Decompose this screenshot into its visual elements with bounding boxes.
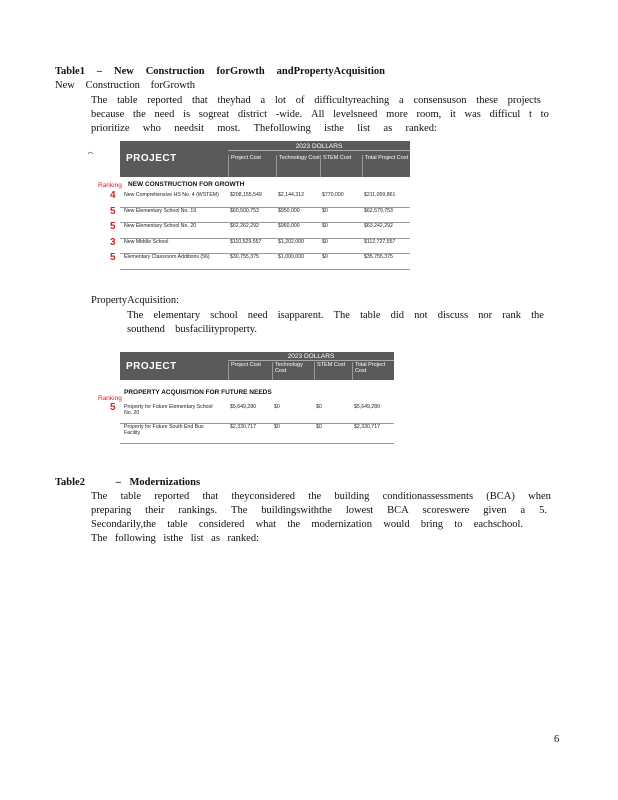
word: when	[528, 491, 551, 502]
word: bring	[420, 519, 444, 530]
word: theyconsidered	[231, 491, 296, 502]
dollars-label: 2023 DOLLARS	[228, 353, 394, 361]
stem-cost: $0	[322, 207, 328, 214]
word: ranked:	[227, 533, 259, 544]
word: buildingswiththe	[261, 505, 332, 516]
technology-cost: $0	[274, 424, 280, 430]
word: table	[117, 95, 138, 106]
word: The	[127, 310, 144, 321]
word: All	[310, 109, 325, 120]
column-technology-cost: Technology Cost	[276, 155, 320, 177]
word: Thefollowing	[253, 123, 311, 134]
word: The	[91, 491, 108, 502]
word: rankings.	[178, 505, 218, 516]
word: eachschool.	[473, 519, 523, 530]
word: levelsneed	[333, 109, 378, 120]
word: their	[145, 505, 165, 516]
word: table	[167, 519, 188, 530]
word: the	[132, 109, 146, 120]
property-paragraph-line	[127, 323, 257, 337]
word: table	[120, 491, 141, 502]
table-row	[120, 192, 410, 208]
word: a	[520, 505, 526, 516]
word: because	[91, 109, 125, 120]
word: district	[237, 109, 267, 120]
column-technology-cost: Technology Cost	[272, 362, 314, 380]
property-acquisition-table-image	[98, 352, 394, 452]
project-cost: $110,529,557	[230, 238, 262, 245]
project-name: Elementary Classroom Additions (56)	[124, 254, 210, 260]
word: reported	[154, 491, 190, 502]
word: was	[464, 109, 481, 120]
column-total-project-cost: Total Project Cost	[362, 155, 410, 177]
word: reported	[147, 95, 183, 106]
column-total-project-cost: Total Project Cost	[352, 362, 394, 380]
ranking-number: 3	[110, 236, 116, 248]
ranking-number: 5	[110, 252, 116, 263]
project-name: New Elementary School No. 19	[124, 207, 197, 214]
stem-cost: $0	[322, 254, 328, 260]
word: nor	[478, 310, 493, 321]
word: the	[287, 519, 301, 530]
project-cost: $30,755,375	[230, 254, 259, 260]
word: sogreat	[198, 109, 230, 120]
total-project-cost: $2,330,717	[354, 424, 380, 430]
word: preparing	[91, 505, 132, 516]
column-stem-cost: STEM Cost	[320, 155, 362, 177]
word: The	[91, 533, 108, 544]
word: list	[357, 123, 371, 134]
table1-paragraph-line	[91, 108, 549, 122]
word: 5.	[539, 505, 547, 516]
word: The	[333, 310, 350, 321]
table1-label: Table1	[55, 66, 85, 77]
word: a	[399, 95, 404, 106]
technology-cost: $2,144,312	[278, 192, 304, 198]
word: lot	[274, 95, 286, 106]
property-paragraph-line	[127, 309, 544, 323]
stem-cost: $0	[322, 223, 328, 229]
column-project-cost: Project Cost	[228, 362, 272, 380]
word: BCA	[387, 505, 409, 516]
section-title: PROPERTY ACQUISITION FOR FUTURE NEEDS	[124, 389, 272, 396]
word: the	[531, 310, 544, 321]
word: busfacilityproperty.	[175, 324, 257, 335]
word: isthe	[163, 533, 184, 544]
word: what	[255, 519, 277, 530]
stem-cost: $0	[316, 404, 322, 410]
word: considered	[198, 519, 245, 530]
table1-paragraph-line	[91, 94, 541, 108]
table1-title-word: New	[114, 66, 134, 77]
project-column-label: PROJECT	[126, 361, 177, 372]
ranking-number: 5	[110, 221, 116, 232]
word: theyhad	[217, 95, 251, 106]
table2-paragraph-line	[91, 532, 259, 546]
word: needsit	[174, 123, 204, 134]
ranking-number: 5	[110, 402, 116, 413]
word: to	[454, 519, 463, 530]
technology-cost: $1,000,000	[278, 254, 304, 260]
table1-title-word: forGrowth	[216, 66, 265, 77]
technology-cost: $0	[274, 404, 280, 410]
table-header	[120, 352, 394, 380]
stem-cost: $0	[322, 238, 328, 245]
word: would	[383, 519, 410, 530]
stem-cost: $770,000	[322, 192, 344, 198]
column-project-cost: Project Cost	[228, 155, 276, 177]
word: isapparent.	[277, 310, 324, 321]
stem-cost: $0	[316, 424, 322, 430]
column-stem-cost: STEM Cost	[314, 362, 352, 380]
project-cost: $2,330,717	[230, 424, 256, 430]
word: discuss	[437, 310, 469, 321]
word: room,	[416, 109, 442, 120]
word: Secondarily,the	[91, 519, 156, 530]
new-construction-table-image	[98, 141, 410, 273]
word: scoreswere	[422, 505, 470, 516]
word: following	[114, 533, 156, 544]
word: southend	[127, 324, 165, 335]
word: prioritize	[91, 123, 130, 134]
section-title: NEW CONSTRUCTION FOR GROWTH	[128, 181, 245, 188]
word: not	[414, 310, 428, 321]
word: isthe	[324, 123, 344, 134]
word: to	[540, 109, 549, 120]
table1-title-word: andPropertyAcquisition	[276, 66, 385, 77]
table-header	[120, 141, 410, 177]
total-project-cost: $5,649,280	[354, 404, 380, 410]
word: lowest	[345, 505, 374, 516]
word: consensuson	[413, 95, 467, 106]
word: who	[142, 123, 161, 134]
scan-mark: ⌐	[86, 147, 96, 160]
table2-heading	[55, 476, 200, 490]
table2-title: Modernizations	[129, 477, 201, 488]
table2-label: Table2	[55, 477, 85, 488]
table1-heading	[55, 65, 385, 79]
total-project-cost: $112,727,557	[364, 238, 396, 245]
word: most.	[217, 123, 241, 134]
ranking-label: Ranking	[98, 182, 122, 189]
word: need	[247, 310, 268, 321]
subheading-word: New	[55, 80, 75, 91]
word: building	[334, 491, 370, 502]
dollars-label: 2023 DOLLARS	[228, 143, 410, 151]
word: more	[386, 109, 408, 120]
word: modernization	[311, 519, 373, 530]
ranking-number: 4	[110, 190, 116, 201]
project-name: Property for Future South End Bus Facility	[124, 424, 204, 436]
table-row	[120, 254, 410, 270]
subheading-word: Construction	[85, 80, 140, 91]
word: difficultyreaching	[314, 95, 390, 106]
project-cost: $208,155,549	[230, 192, 262, 198]
word: as	[383, 123, 393, 134]
ranking-label: Ranking	[98, 395, 122, 402]
word: of	[295, 95, 305, 106]
word: did	[390, 310, 405, 321]
word: given	[483, 505, 507, 516]
word: as	[211, 533, 220, 544]
table2-paragraph-line	[91, 518, 523, 532]
technology-cost: $950,000	[278, 207, 300, 214]
total-project-cost: $63,242,292	[364, 223, 393, 229]
table1-dash: –	[96, 66, 103, 77]
word: (BCA)	[486, 491, 515, 502]
word: that	[191, 95, 208, 106]
project-name: Property for Future Elementary School No. 20	[124, 404, 213, 416]
table-row	[120, 223, 410, 239]
word: need	[154, 109, 175, 120]
word: The	[231, 505, 248, 516]
table1-subheading	[55, 79, 195, 93]
word: school	[210, 310, 238, 321]
project-name: New Middle School	[124, 238, 169, 245]
word: t	[529, 109, 532, 120]
technology-cost: $1,202,000	[278, 238, 304, 245]
project-cost: $60,500,753	[230, 207, 259, 214]
word: list	[190, 533, 204, 544]
table-row	[120, 208, 410, 224]
word: The	[91, 95, 108, 106]
table1-paragraph-line	[91, 122, 437, 136]
word: difficul	[489, 109, 521, 120]
word: projects	[507, 95, 541, 106]
word: a	[260, 95, 266, 106]
table-row	[120, 424, 394, 444]
word: rank	[502, 310, 521, 321]
table1-title-word: Construction	[145, 66, 205, 77]
word: ranked:	[405, 123, 437, 134]
project-cost: $5,649,280	[230, 404, 256, 410]
table2-paragraph-line	[91, 490, 551, 504]
project-name: New Elementary School No. 20	[124, 223, 197, 229]
table2-paragraph-line	[91, 504, 547, 518]
word: conditionassessments	[382, 491, 474, 502]
property-heading: PropertyAcquisition:	[91, 295, 180, 306]
project-name: New Comprehensive HS No. 4 (WSTEM)	[124, 192, 219, 198]
word: that	[202, 491, 219, 502]
word: table	[360, 310, 381, 321]
subheading-word: forGrowth	[150, 80, 195, 91]
word: it	[449, 109, 456, 120]
word: elementary	[153, 310, 201, 321]
ranking-number: 5	[110, 205, 116, 217]
table-row	[120, 239, 410, 255]
project-column-label: PROJECT	[126, 153, 177, 164]
word: -wide.	[275, 109, 303, 120]
page-number: 6	[554, 734, 560, 745]
word: is	[183, 109, 191, 120]
word: the	[308, 491, 322, 502]
total-project-cost: $62,579,753	[364, 207, 393, 214]
total-project-cost: $35,755,375	[364, 254, 393, 260]
project-cost: $62,262,292	[230, 223, 259, 229]
word: these	[476, 95, 498, 106]
technology-cost: $960,000	[278, 223, 300, 229]
table2-dash: –	[115, 477, 121, 488]
table-row	[120, 404, 394, 424]
total-project-cost: $211,059,861	[364, 192, 396, 198]
